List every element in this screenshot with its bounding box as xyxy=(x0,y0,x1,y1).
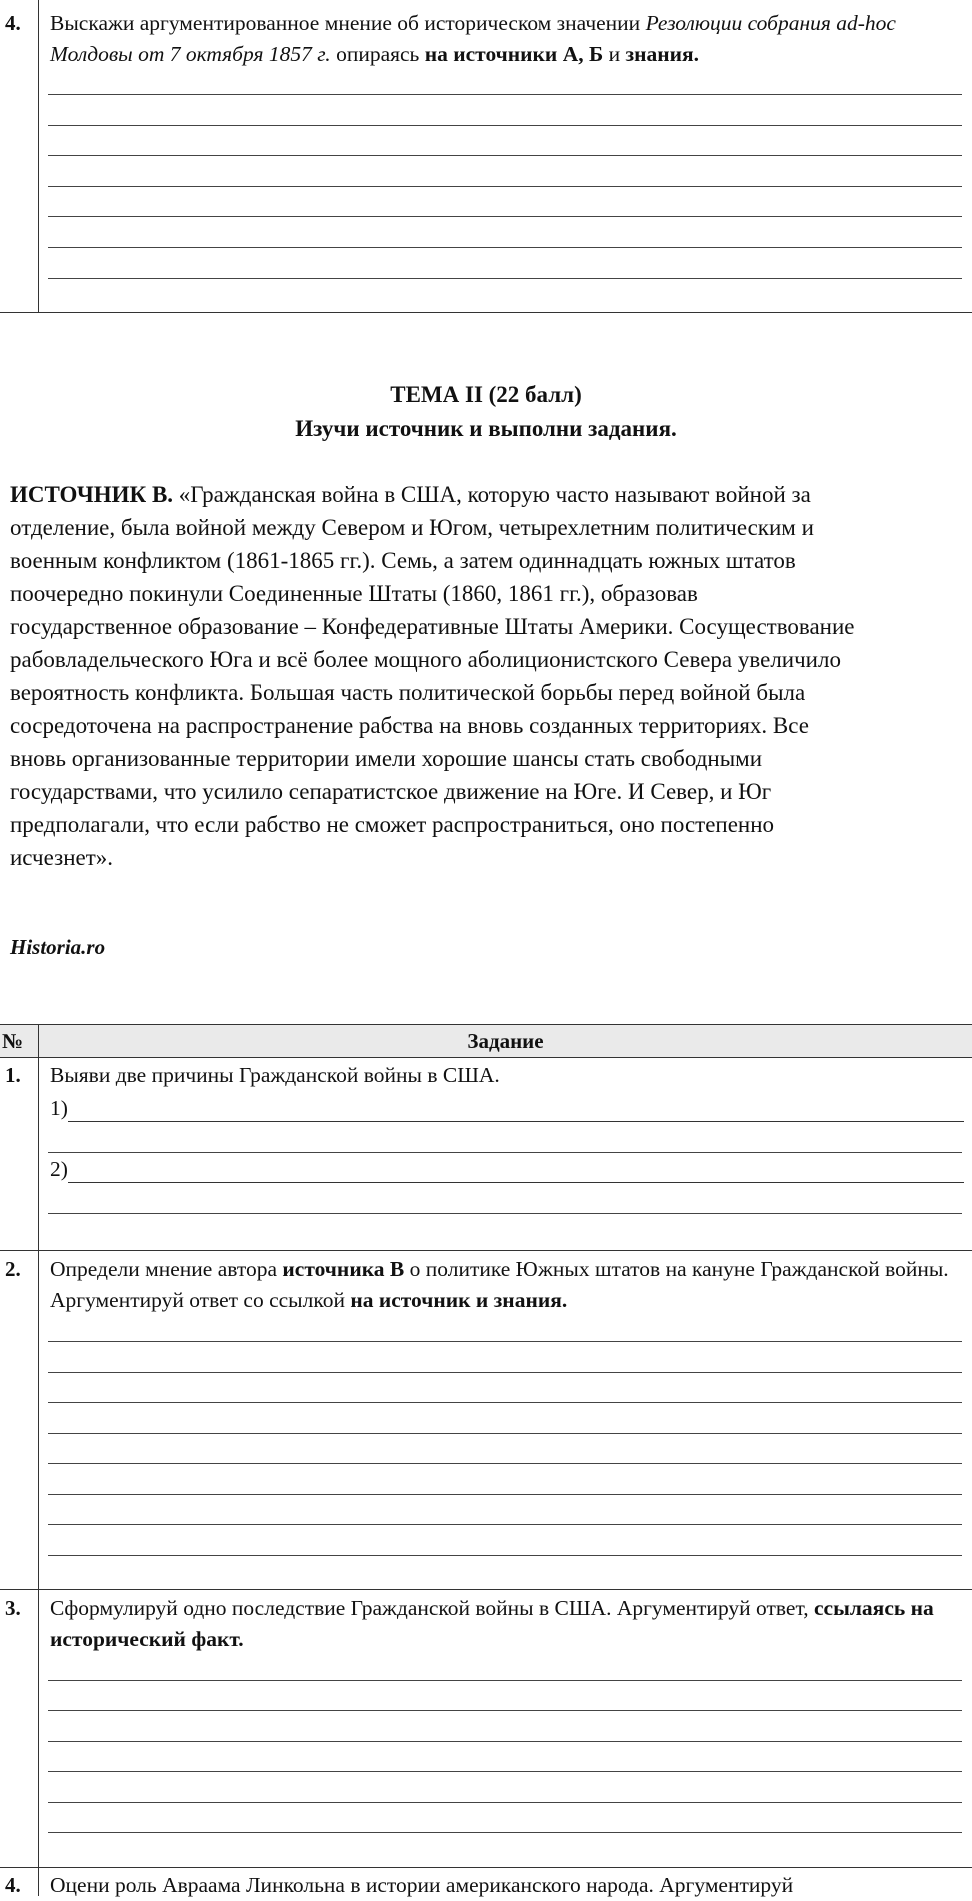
source-credit: Historia.ro xyxy=(10,935,106,959)
row-separator xyxy=(0,1867,972,1868)
task-table-top xyxy=(0,0,972,313)
table-header xyxy=(0,1025,972,1058)
header-task: Задание xyxy=(467,1029,544,1053)
row-separator xyxy=(0,1589,972,1590)
row-separator xyxy=(0,1250,972,1251)
task-table xyxy=(0,1024,972,1896)
theme-subtitle: Изучи источник и выполни задания. xyxy=(295,416,677,441)
row-number: 3. xyxy=(5,1596,21,1620)
row-task-text: Сформулируй одно последствие Гражданской войны в США. Аргументируй ответ, ссылаясь на исторический факт. xyxy=(50,1596,934,1651)
column-divider xyxy=(38,1025,39,1896)
row-number: 4. xyxy=(5,1873,21,1897)
source-body: «Гражданская война в США, которую часто называют войной за отделение, была войной между Севером и Югом, четырехлетним политическим и военным конфликтом (1861-1865 гг.). Семь, а затем одиннадцать южных штатов поочередно покинули Соединенные Штаты (1860, 1861 гг.), образовав государственное образование – Конфедеративные Штаты Америки. Сосуществование рабовладельческого Юга и всё более мощного аболиционистского Севера увеличило вероятность конфликта. Большая часть политической борьбы перед войной была сосредоточена на распространение рабства на вновь созданных территориях. Все вновь организованные территории имели хорошие шансы стать свободными государствами, что усилило сепаратистское движение на Юге. И Север, и Юг предполагали, что если рабство не сможет распространиться, оно постепенно исчезнет». xyxy=(10,482,855,870)
theme-title: ТЕМА II (22 балл) xyxy=(390,382,582,407)
task-number: 4. xyxy=(5,11,21,35)
theme-heading xyxy=(0,378,972,446)
row-task-text: Выяви две причины Гражданской войны в США. xyxy=(50,1063,500,1087)
answer-label-1: 1) xyxy=(50,1096,68,1120)
column-divider xyxy=(38,0,39,312)
row-task-text: Оцени роль Авраама Линкольна в истории американского народа. Аргументируй xyxy=(50,1873,794,1897)
row-task-text: Определи мнение автора источника В о политике Южных штатов на кануне Гражданской войны. Аргументируй ответ со ссылкой на источник и знания. xyxy=(50,1257,949,1312)
row-number: 2. xyxy=(5,1257,21,1281)
source-label: ИСТОЧНИК В. xyxy=(10,482,174,507)
answer-label-2: 2) xyxy=(50,1157,68,1181)
source-text xyxy=(10,478,860,874)
task-text: Выскажи аргументированное мнение об историческом значении Резолюции собрания ad-hoc Молдовы от 7 октября 1857 г. опираясь на источники А, Б и знания. xyxy=(50,11,896,66)
header-number: № xyxy=(2,1029,24,1053)
row-number: 1. xyxy=(5,1063,21,1087)
